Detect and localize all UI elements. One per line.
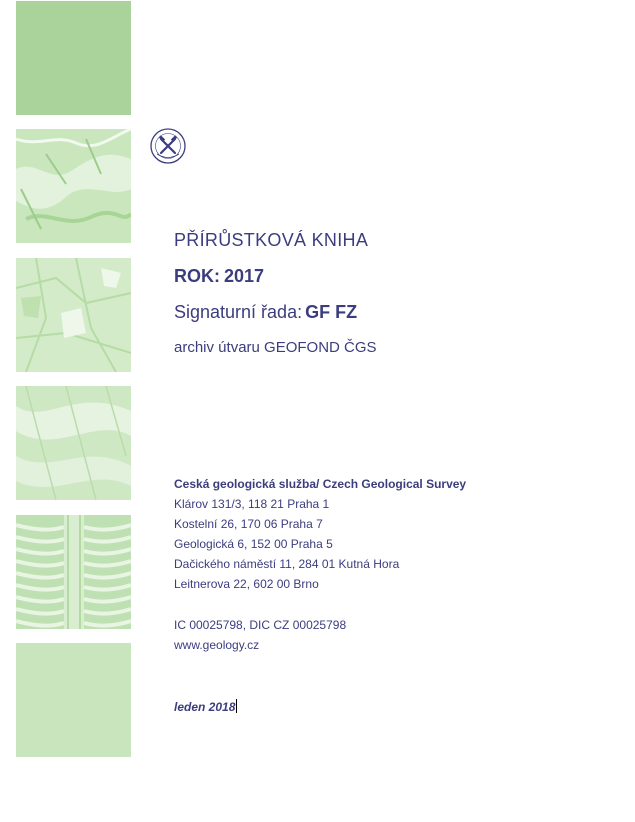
website-link[interactable]: www.geology.cz bbox=[174, 638, 260, 652]
address-line: Leitnerova 22, 602 00 Brno bbox=[174, 577, 319, 591]
page-title: PŘÍRŮSTKOVÁ KNIHA bbox=[174, 230, 369, 250]
decorative-tile-plain-light bbox=[16, 643, 131, 757]
decorative-tile-texture bbox=[16, 386, 131, 500]
year-value: 2017 bbox=[224, 266, 265, 286]
series-label: Signaturní řada: bbox=[174, 302, 303, 322]
year-label: ROK: bbox=[174, 266, 220, 286]
archive-subtitle: archiv útvaru GEOFOND ČGS bbox=[174, 339, 377, 356]
ceska-geologicka-sluzba-seal-icon bbox=[148, 127, 188, 165]
address-line: Geologická 6, 152 00 Praha 5 bbox=[174, 537, 333, 551]
organization-name: Ceská geologická služba/ Czech Geological Survey bbox=[174, 477, 467, 491]
decorative-tile-map bbox=[16, 258, 131, 372]
address-line: Klárov 131/3, 118 21 Praha 1 bbox=[174, 497, 330, 511]
date-text: leden 2018 bbox=[174, 700, 236, 714]
decorative-tile-plain bbox=[16, 1, 131, 115]
address-line: Kostelní 26, 170 06 Praha 7 bbox=[174, 517, 323, 531]
decorative-tile-landscape bbox=[16, 129, 131, 243]
document-date[interactable] bbox=[174, 699, 237, 714]
decorative-tile-fossil bbox=[16, 515, 131, 629]
company-ids: IC 00025798, DIC CZ 00025798 bbox=[174, 618, 347, 632]
series-line bbox=[174, 302, 357, 323]
year-line bbox=[174, 266, 264, 287]
text-cursor bbox=[236, 699, 237, 713]
series-value: GF FZ bbox=[305, 302, 358, 322]
address-line: Dačického náměstí 11, 284 01 Kutná Hora bbox=[174, 557, 400, 571]
